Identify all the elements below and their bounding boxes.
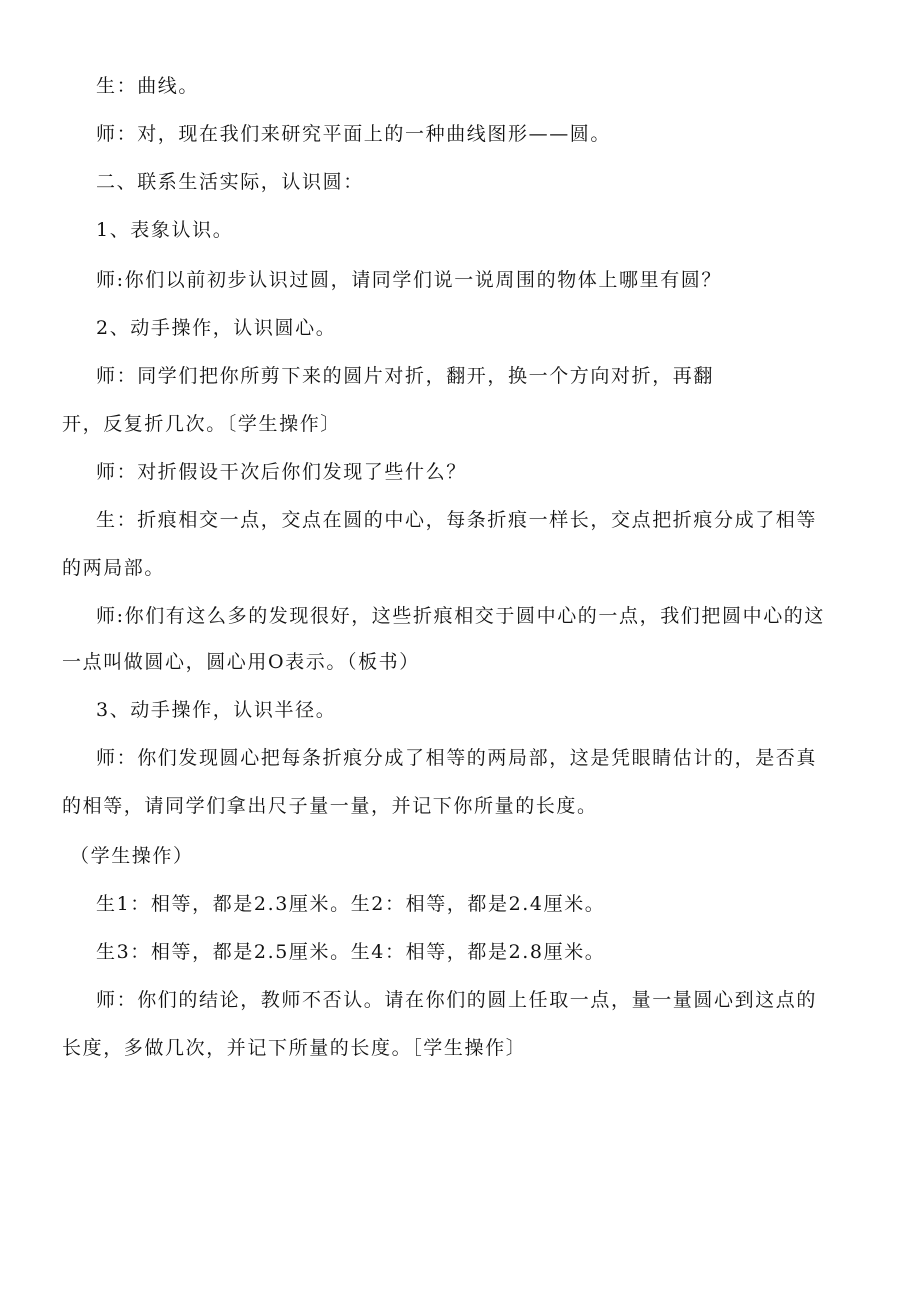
subsection-heading-1: 1、表象认识。 xyxy=(96,219,234,241)
text-line-16: 的相等，请同学们拿出尺子量一量，并记下你所量的长度。 xyxy=(62,795,598,817)
text-line-17: （学生操作） xyxy=(70,845,194,867)
text-line-2: 师：对，现在我们来研究平面上的一种曲线图形——圆。 xyxy=(96,123,612,145)
text-line-10: 生：折痕相交一点，交点在圆的中心，每条折痕一样长，交点把折痕分成了相等 xyxy=(96,509,818,531)
text-line-15: 师：你们发现圆心把每条折痕分成了相等的两局部，这是凭眼睛估计的，是否真 xyxy=(96,747,818,769)
text-line-13: 一点叫做圆心，圆心用O表示。（板书） xyxy=(62,651,420,673)
section-heading: 二、联系生活实际，认识圆： xyxy=(96,171,364,193)
text-line-5: 师:你们以前初步认识过圆，请同学们说一说周围的物体上哪里有圆？ xyxy=(96,269,723,291)
text-line-1: 生：曲线。 xyxy=(96,75,200,97)
text-line-21: 长度，多做几次，并记下所量的长度。［学生操作〕 xyxy=(62,1037,527,1059)
text-line-7: 师：同学们把你所剪下来的圆片对折，翻开，换一个方向对折，再翻 xyxy=(96,365,715,387)
text-line-9: 师：对折假设干次后你们发现了些什么？ xyxy=(96,461,467,483)
text-line-8: 开，反复折几次。〔学生操作〕 xyxy=(62,413,341,435)
text-line-20: 师：你们的结论，教师不否认。请在你们的圆上任取一点，量一量圆心到这点的 xyxy=(96,989,818,1011)
text-line-18: 生1：相等，都是2.3厘米。生2：相等，都是2.4厘米。 xyxy=(96,893,606,915)
subsection-heading-3: 3、动手操作，认识半径。 xyxy=(96,699,337,721)
text-line-19: 生3：相等，都是2.5厘米。生4：相等，都是2.8厘米。 xyxy=(96,941,606,963)
text-line-12: 师:你们有这么多的发现很好，这些折痕相交于圆中心的一点，我们把圆中心的这 xyxy=(96,605,826,627)
subsection-heading-2: 2、动手操作，认识圆心。 xyxy=(96,317,337,339)
text-line-11: 的两局部。 xyxy=(62,557,166,579)
